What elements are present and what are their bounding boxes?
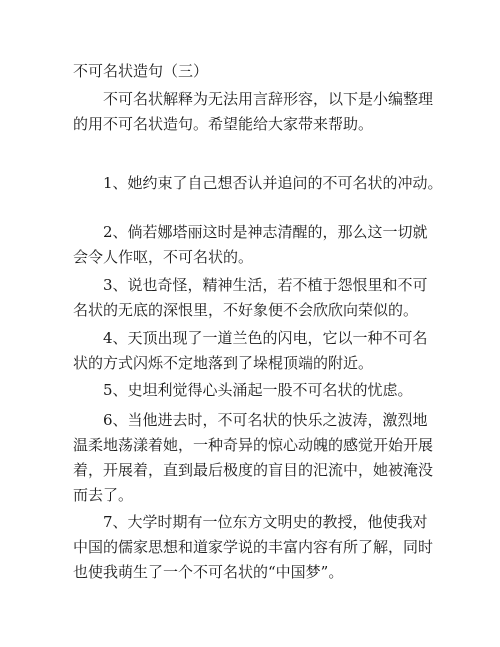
- sentence-line: 状的方式闪烁不定地落到了垛棍顶端的附近。: [73, 354, 374, 372]
- sentence-7: [73, 510, 433, 585]
- sentence-line: 温柔地荡漾着她，一种奇异的惊心动魄的感觉开始开展: [73, 436, 434, 454]
- sentence-5: [73, 378, 433, 403]
- sentence-line: 7、大学时期有一位东方文明史的教授，他使我对: [103, 513, 428, 531]
- sentence-line: 而去了。: [73, 486, 134, 504]
- sentence-line: 5、史坦利觉得心头涌起一股不可名状的忧虑。: [103, 381, 413, 399]
- sentence-4: [73, 326, 433, 376]
- sentence-line: 2、倘若娜塔丽这时是神志清醒的，那么这一切就: [103, 223, 428, 241]
- sentence-line: 中国的儒家思想和道家学说的丰富内容有所了解，同时: [73, 538, 434, 556]
- sentence-line: 也使我萌生了一个不可名状的“中国梦”。: [73, 563, 344, 581]
- sentence-6: [73, 408, 433, 508]
- sentence-line: 1、她约束了自己想否认并追问的不可名状的冲动。: [103, 174, 443, 192]
- sentence-line: 着，开展着，直到最后极度的盲目的汜流中，她被淹没: [73, 461, 434, 479]
- sentence-2: [73, 220, 433, 270]
- intro-line-2: 的用不可名状造句。希望能给大家带来帮助。: [73, 115, 374, 133]
- document-title: 不可名状造句（三）: [73, 62, 209, 80]
- intro-line-1: 不可名状解释为无法用言辞形容，以下是小编整理: [103, 90, 434, 108]
- sentence-3: [73, 273, 433, 323]
- sentence-line: 6、当他进去时，不可名状的快乐之波涛，激烈地: [103, 411, 428, 429]
- sentence-line: 会令人作呕，不可名状的。: [73, 248, 254, 266]
- sentence-line: 4、天顶出现了一道兰色的闪电，它以一种不可名: [103, 329, 428, 347]
- sentence-1: [73, 171, 443, 196]
- intro-paragraph: [73, 87, 433, 137]
- sentence-line: 3、说也奇怪，精神生活，若不植于怨恨里和不可: [103, 276, 428, 294]
- sentence-line: 名状的无底的深恨里，不好象便不会欣欣向荣似的。: [73, 301, 419, 319]
